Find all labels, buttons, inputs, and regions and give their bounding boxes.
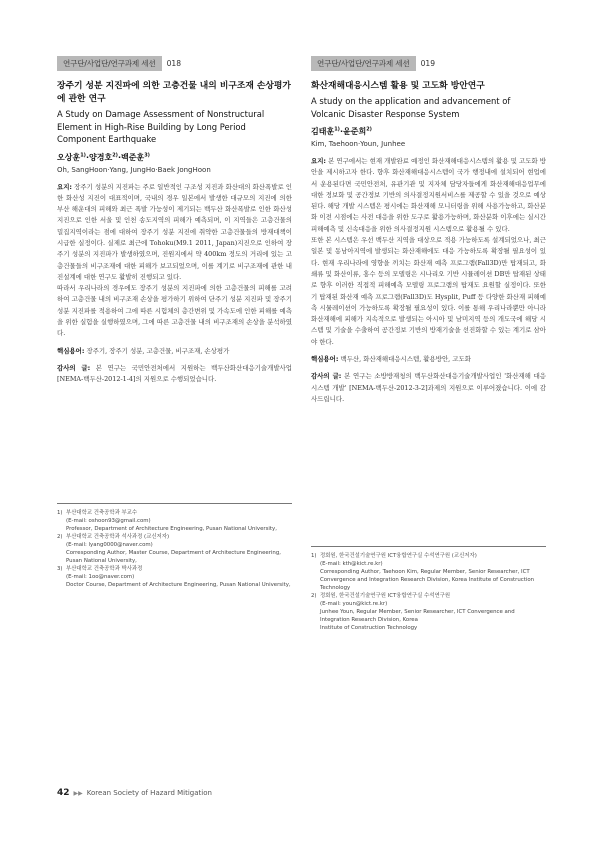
abstract-paragraph-2: 또한 본 시스템은 우선 백두산 지역을 대상으로 적용 가능하도록 설계되었으나, 최근 일본 및 동남아지역에 발생되는 화산재해에도 대응 가능하도록 확장될 필요성이 있다. 현재 우리나라에 영향을 끼치는 화산재 예측 프로그램(Fall3D)만 탑재되고, 화쇄류 및 화산이류, 홍수 등의 모델링은 시나리오 기반 시뮬레이션 DB만 탑재된 상태로 향후 이러한 직접적 피해예측 모델링 프로그램의 탑재도 요원할 실정이다. 또한 기 탑재된 화산재 예측 프로그램(Fall3D)도 Hysplit, Puff 등 다양한 화산재 피해예측 시뮬레이션이 가능하도록 확장될 필요성이 있다. 이를 통해 우리나라뿐만 아니라 화산재해에 피해가 지속적으로 발생되는 아시아 및 남미지역 등의 개도국에 해당 시스템 및 기술을 수출하여 공간정보 기반의 방재기술을 선진화할 수 있는 계기로 삼아야 한다. (311, 236, 546, 346)
footnote: 3) 부산대학교 건축공학과 박사과정 (E-mail: 1oo@naver.com) Doctor Course, Department of Architecture Engineering, Pusan National University, (57, 566, 291, 588)
section-number: 019 (420, 58, 436, 68)
title-english: A Study on Damage Assessment of Nonstructural Element in High-Rise Building by Long Period Component Earthquake (57, 109, 265, 144)
authors-english: Kim, Taehoon·Youn, Junhee (311, 140, 406, 148)
section-header (311, 56, 546, 70)
title-english: A study on the application and advancement of Volcanic Disaster Response System (311, 96, 511, 119)
abstract-paragraph-2: 따라서 우리나라의 경우에도 장주기 성분의 지진파에 의한 고층건물의 피해를 고려하여 고층건물 내의 비구조재 손상을 평가하기 위하여 단주기 성분 지진파 및 장주기 성분 지진파를 적용하여 그에 따른 시험체의 층간변위 및 가속도에 인한 피해를 예측을 위한 실험을 실행하였으며, 그에 따른 고층건물 내의 비구조재의 손상을 분석하였다. (57, 284, 292, 338)
footnote: 2) 정회원, 한국건설기술연구원 ICT융합연구실 수석연구원 (E-mail: youn@kict.re.kr) Junhee Youn, Regular Member, Senior Researcher, ICT Convergence and Integration Research Division, Korea Institute of Construction Technology (311, 593, 515, 631)
page-footer (57, 788, 212, 798)
acknowledgement: 감사의 글: 본 연구는 국민안전처에서 지원하는 백두산화산대응기술개발사업[NEMA-백두산-2012-1-4]의 지원으로 수행되었습니다. (57, 363, 292, 384)
double-arrow-icon: ▶▶ (73, 789, 83, 797)
authors-korean: 김태훈$^{1)}$·윤준희$^{2)}$ (311, 126, 372, 136)
authors-english: Oh, SangHoon·Yang, JungHo·Baek JongHoon (57, 165, 211, 174)
journal-name: Korean Society of Hazard Mitigation (86, 789, 212, 797)
section-header (57, 56, 292, 70)
footnotes-right (311, 546, 546, 632)
title-korean: 화산재해대응시스템 활용 및 고도화 방안연구 (311, 81, 485, 91)
article-right (311, 56, 546, 405)
authors-korean: 오상훈$^{1)}$·양경호$^{2)}$·백준훈$^{3)}$ (57, 151, 150, 162)
keywords: 핵심용어: 장주기, 장주기 성분, 고층건물, 비구조재, 손상평가 (57, 346, 230, 355)
section-label: 연구단/사업단/연구과제 세션 (57, 56, 162, 71)
footnote: 1) 정회원, 한국건설기술연구원 ICT융합연구실 수석연구원 (교신저자) (E-mail: kth@kict.re.kr) Corresponding Author, Taehoon Kim, Regular Member, Senior Researcher, ICT Convergence and Integration Research Division, Korea Institute of Construction Technology (311, 553, 535, 591)
keywords: 핵심용어: 백두산, 화산재해대응시스템, 활용방안, 고도화 (311, 355, 471, 364)
abstract-label: 요지: (311, 157, 327, 165)
footnote: 1) 부산대학교 건축공학과 부교수 (E-mail: oshoon93@gmail.com) Professor, Department of Architecture Engineering, Pusan National University, (57, 510, 277, 532)
title-korean: 장주기 성분 지진파에 의한 고층건물 내의 비구조재 손상평가에 관한 연구 (57, 81, 291, 104)
section-label: 연구단/사업단/연구과제 세션 (311, 56, 416, 71)
abstract-label: 요지: (57, 182, 73, 191)
abstract-paragraph: 요지: 본 연구에서는 현재 개발완료 예정인 화산재해대응시스템의 활용 및 고도화 방안을 제시하고자 한다. 향후 화산재해대응시스템이 국가 행정내에 설치되어 현업에서 운용된다면 국민안전처, 유관기관 및 지자체 담당자들에게 화산재해대응업무에 대한 정보화 및 공간정보 기반의 의사결정지원서비스를 제공할 수 있을 것으로 예상된다. 해당 개발 시스템은 평시에는 화산재해 모니터링을 위해 사용가능하고, 화산분화 이전 시점에는 사전 대응을 위한 도구로 활용가능하며, 화산분화 이후에는 실시간 피해예측 및 신속대응을 위한 의사결정지원 시스템으로 활용될 수 있다. (311, 157, 546, 233)
footnote: 2) 부산대학교 건축공학과 석사과정 (교신저자) (E-mail: lyang0000@naver.com) Corresponding Author, Master Course, Department of Architecture Engineering, Pusan National University, (57, 534, 281, 564)
article-left (57, 56, 292, 386)
footnotes-left (57, 503, 292, 589)
page-number: 42 (57, 788, 70, 798)
abstract-paragraph: 요지: 장주기 성분의 지진파는 주로 일반적인 구조성 지진과 화산대의 화산폭발로 인한 화산성 지진이 대표적이며, 국내의 경우 일본에서 발생한 대규모의 지진에 의한 부산 해운대의 피해와 최근 폭발 가능성이 제기되는 백두산 화산폭발로 인한 화산성 지진으로 인한 서울 및 인천 송도지역의 피해가 예측되며, 이 지역들은 고층건물의 밀집지역이라는 점에 대하여 장주기 성분 지진에 취약한 고층건물들의 방재대책이 시급한 실정이다. 실제로 최근에 Tohoku(M9.1 2011, Japan)지진으로 인하여 장주기 성분의 지진파가 발생하였으며, 진원지에서 약 400km 정도의 거리에 있는 고층건물들의 비구조재에 대한 피해가 보고되었으며, 이를 계기로 비구조재에 관한 내진설계에 대한 연구도 활발히 진행되고 있다. (57, 182, 292, 281)
acknowledgement: 감사의 글: 본 연구는 소방방재청의 백두산화산대응기술개발사업인 '화산재해 대응시스템 개발' [NEMA-백두산-2012-3-2]과제의 지원으로 이루어졌습니다. 이에 감사드립니다. (311, 372, 547, 403)
section-number: 018 (166, 58, 182, 68)
